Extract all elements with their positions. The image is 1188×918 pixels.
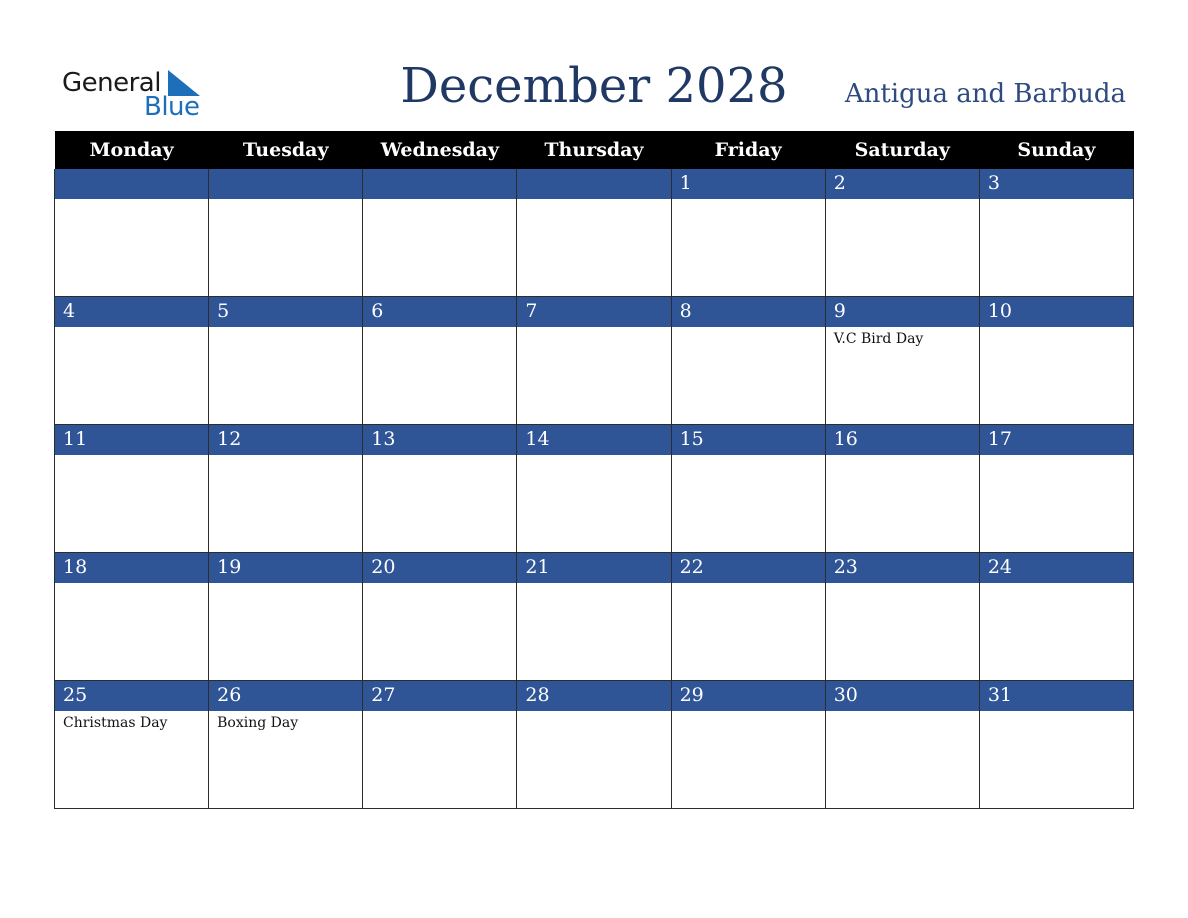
calendar-day-cell[interactable] [671,681,825,809]
day-number: 8 [671,297,825,327]
holiday-label [209,199,362,202]
day-cell-body [363,455,516,552]
day-number: 9 [825,297,979,327]
holiday-label [363,199,516,202]
weekday-header: Tuesday [209,131,363,169]
day-number: 5 [208,297,362,327]
calendar-day-cell[interactable] [671,169,825,297]
calendar-day-cell[interactable] [209,553,363,681]
weekday-header: Friday [671,131,825,169]
holiday-label: Christmas Day [63,715,168,731]
day-number: 20 [362,553,516,583]
calendar-day-cell[interactable] [979,553,1133,681]
day-cell-body [672,327,825,424]
day-cell-body [363,327,516,424]
calendar-week-row [55,297,1134,425]
day-number: 14 [516,425,670,455]
holiday-label [980,327,1133,330]
holiday-label [980,199,1133,202]
day-number: 24 [979,553,1133,583]
day-cell-body [672,711,825,808]
day-number: 23 [825,553,979,583]
weekday-header: Monday [55,131,209,169]
day-cell-body [980,327,1133,424]
day-number: 2 [825,169,979,199]
holiday-label [517,199,670,202]
day-cell-body [980,455,1133,552]
holiday-label [672,711,825,714]
day-number: 30 [825,681,979,711]
day-cell-body [363,711,516,808]
weekday-header: Thursday [517,131,671,169]
day-cell-body [209,455,362,552]
day-number [362,169,516,199]
calendar-day-cell[interactable] [671,553,825,681]
day-cell-body [55,455,208,552]
calendar-day-cell[interactable] [671,297,825,425]
day-number: 3 [979,169,1133,199]
day-number [55,169,208,199]
day-number: 22 [671,553,825,583]
day-cell-body [672,455,825,552]
holiday-label [826,455,979,458]
holiday-label [55,583,208,586]
day-cell-body [363,199,516,296]
holiday-label [55,327,208,330]
calendar-week-row [55,681,1134,809]
day-cell-body [826,327,979,424]
holiday-label [517,327,670,330]
day-number: 21 [516,553,670,583]
day-number: 29 [671,681,825,711]
calendar-day-cell[interactable] [209,681,363,809]
holiday-label [826,199,979,202]
page-title: December 2028 [400,58,788,114]
calendar-day-cell[interactable] [979,681,1133,809]
holiday-label [209,455,362,458]
holiday-label [826,711,979,714]
holiday-label [826,583,979,586]
holiday-label [517,711,670,714]
calendar-day-cell[interactable] [209,425,363,553]
day-number: 7 [516,297,670,327]
holiday-label: Boxing Day [217,715,299,731]
day-number: 31 [979,681,1133,711]
holiday-label [363,583,516,586]
calendar-week-row [55,425,1134,553]
day-number: 10 [979,297,1133,327]
day-number: 27 [362,681,516,711]
day-number: 15 [671,425,825,455]
day-cell-body [672,199,825,296]
day-number: 19 [208,553,362,583]
day-cell-body [826,711,979,808]
holiday-label [363,327,516,330]
calendar-day-cell[interactable] [55,297,209,425]
day-number: 18 [55,553,208,583]
calendar-day-cell[interactable] [363,297,517,425]
calendar-day-cell[interactable] [517,553,671,681]
calendar-day-cell[interactable] [363,425,517,553]
holiday-label: V.C Bird Day [833,331,924,347]
calendar-day-cell[interactable] [979,169,1133,297]
day-number: 12 [208,425,362,455]
holiday-label [363,711,516,714]
calendar-day-cell[interactable] [55,681,209,809]
calendar-day-cell[interactable] [671,425,825,553]
day-cell-body [517,455,670,552]
day-cell-body [826,199,979,296]
holiday-label [672,455,825,458]
calendar-day-cell[interactable] [517,425,671,553]
calendar-day-cell[interactable] [825,169,979,297]
day-number: 26 [208,681,362,711]
holiday-label [980,583,1133,586]
country-name: Antigua and Barbuda [844,79,1126,109]
weekday-header: Sunday [979,131,1133,169]
holiday-label [672,327,825,330]
calendar-day-cell[interactable] [363,681,517,809]
day-number: 4 [55,297,208,327]
holiday-label [209,327,362,330]
holiday-label [517,455,670,458]
day-cell-body [209,327,362,424]
day-number: 11 [55,425,208,455]
day-number: 25 [55,681,208,711]
day-number [208,169,362,199]
day-cell-body [517,711,670,808]
holiday-label [209,583,362,586]
holiday-label [55,455,208,458]
calendar-day-cell[interactable] [209,297,363,425]
calendar-day-cell[interactable] [517,297,671,425]
day-number: 16 [825,425,979,455]
day-cell-body [55,583,208,680]
holiday-label [672,199,825,202]
day-number: 28 [516,681,670,711]
calendar-day-cell[interactable] [363,169,517,297]
calendar-day-cell[interactable] [825,681,979,809]
day-cell-body [517,583,670,680]
day-cell-body [980,583,1133,680]
day-cell-body [826,455,979,552]
day-number: 13 [362,425,516,455]
day-cell-body [980,199,1133,296]
calendar-day-cell[interactable] [209,169,363,297]
calendar-day-cell[interactable] [517,681,671,809]
calendar-day-cell[interactable] [979,297,1133,425]
day-number: 17 [979,425,1133,455]
calendar-day-cell[interactable] [517,169,671,297]
day-cell-body [517,327,670,424]
day-cell-body [55,711,208,808]
calendar-week-row [55,169,1134,297]
calendar-grid [54,131,1134,809]
day-cell-body [517,199,670,296]
calendar-day-cell[interactable] [979,425,1133,553]
calendar-day-cell[interactable] [55,425,209,553]
holiday-label [980,711,1133,714]
day-number: 6 [362,297,516,327]
day-number [516,169,670,199]
day-cell-body [209,711,362,808]
day-cell-body [209,583,362,680]
calendar-day-cell[interactable] [55,169,209,297]
holiday-label [980,455,1133,458]
holiday-label [55,199,208,202]
calendar-day-cell[interactable] [55,553,209,681]
weekday-header: Saturday [825,131,979,169]
day-number: 1 [671,169,825,199]
day-cell-body [826,583,979,680]
brand-name-blue: Blue [144,92,200,122]
calendar-week-row [55,553,1134,681]
calendar-day-cell[interactable] [825,553,979,681]
weekday-header-row [55,131,1134,169]
day-cell-body [209,199,362,296]
holiday-label [517,583,670,586]
day-cell-body [363,583,516,680]
day-cell-body [980,711,1133,808]
brand-name-general: General [62,68,161,98]
holiday-label [363,455,516,458]
day-cell-body [55,327,208,424]
day-cell-body [672,583,825,680]
day-cell-body [55,199,208,296]
calendar-day-cell[interactable] [363,553,517,681]
holiday-label [672,583,825,586]
calendar-day-cell[interactable] [825,297,979,425]
calendar-day-cell[interactable] [825,425,979,553]
weekday-header: Wednesday [363,131,517,169]
